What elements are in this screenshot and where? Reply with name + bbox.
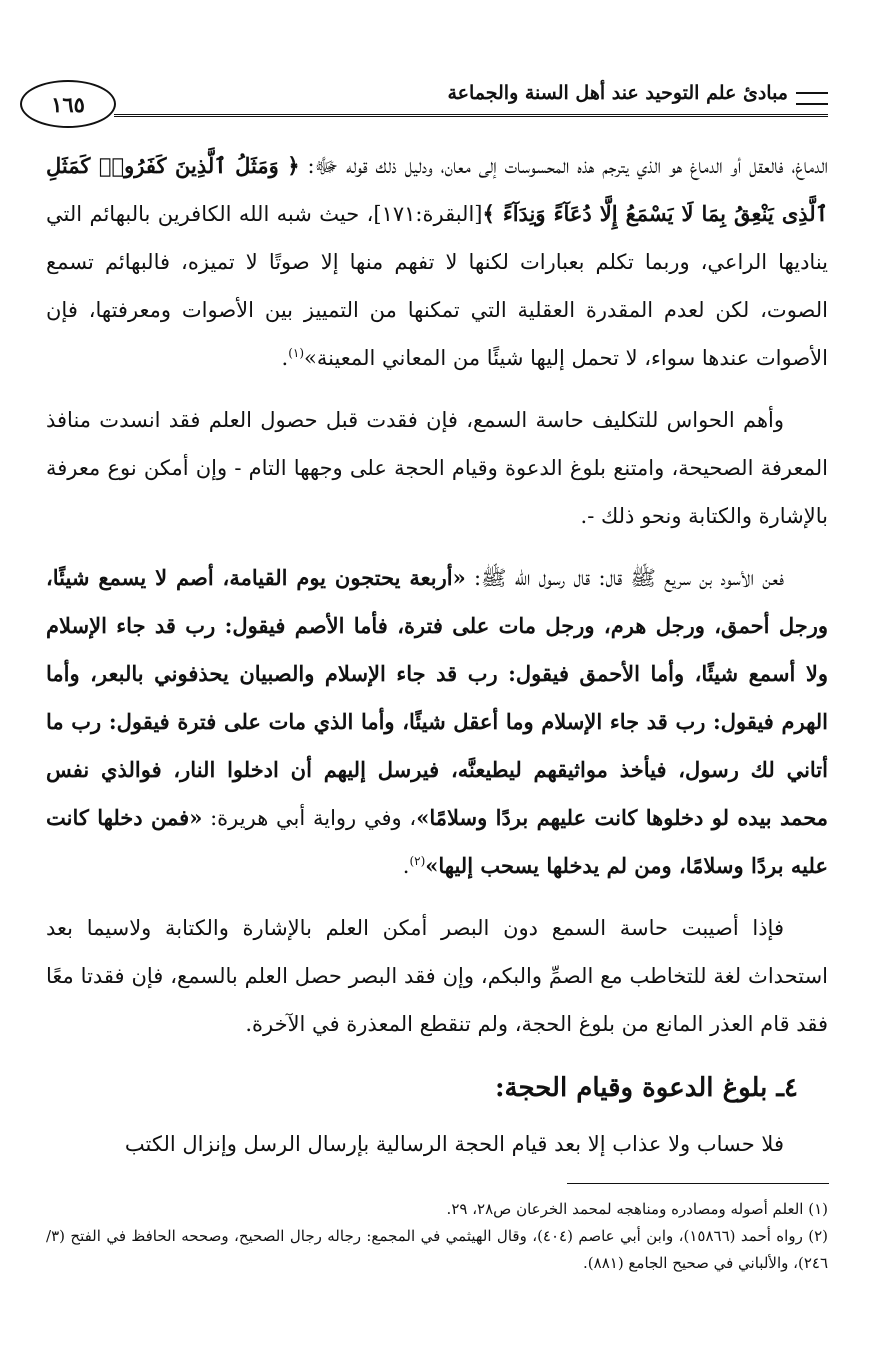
section-heading-text: ٤ـ بلوغ الدعوة وقيام الحجة: xyxy=(494,1073,798,1103)
hadith-text: «أربعة يحتجون يوم القيامة، أصم لا يسمع شيئًا، ورجل أحمق، ورجل هرم، ورجل مات على فترة، فأما الأصم فيقول: رب قد جاء الإسلام ولا أسمع شيئًا، وأما الأحمق فيقول: رب قد جاء الإسلام والصبيان يحذفوني بالبعر، وأما الهرم فيقول: رب قد جاء الإسلام وما أعقل شيئًا، وأما الذي مات على فترة فيقول: رب ما أتاني لك رسول، فيأخذ مواثيقهم ليطيعنَّه، فيرسل إليهم أن ادخلوا النار، فوالذي نفس محمد بيده لو دخلوها كانت عليهم بردًا وسلامًا» xyxy=(46,565,829,830)
footnote-ref-1[interactable]: (١) xyxy=(288,346,305,360)
footnote-2: (٢) رواه أحمد (١٥٨٦٦)، وابن أبي عاصم (٤٠٤)، وقال الهيثمي في المجمع: رجاله رجال الصحيح، وصححه الحافظ في الفتح (٣/ ٢٤٦)، والألباني في صحيح الجامع (٨٨١). xyxy=(46,1227,828,1272)
section-heading xyxy=(46,1062,828,1114)
header-ornament xyxy=(796,92,828,105)
footnote-ref-2[interactable]: (٢) xyxy=(409,854,426,868)
paragraph-5 xyxy=(46,1120,828,1168)
page-number: ١٦٥ xyxy=(20,80,116,128)
paragraph-4 xyxy=(46,904,828,1048)
paragraph-2 xyxy=(46,396,828,540)
paragraph-3-end: . xyxy=(402,854,410,878)
page-header xyxy=(20,78,828,134)
quran-verse: ﴿ وَمَثَلُ ٱلَّذِينَ كَفَرُوا۟ كَمَثَلِ ٱلَّذِى يَنْعِقُ بِمَا لَا يَسْمَعُ إِلَّا دُعَآءً وَنِدَآءً ﴾ xyxy=(46,153,828,226)
paragraph-3 xyxy=(46,554,828,890)
header-rule xyxy=(114,114,828,117)
footnote-1: (١) العلم أصوله ومصادره ومناهجه لمحمد الخرعان ص٢٨، ٢٩. xyxy=(446,1200,828,1218)
footnotes xyxy=(46,1196,828,1277)
footnote-divider xyxy=(567,1183,829,1184)
paragraph-2-text: وأهم الحواس للتكليف حاسة السمع، فإن فقدت قبل حصول العلم فقد انسدت منافذ المعرفة الصحيحة، وامتنع بلوغ الدعوة وقيام الحجة على وجهها التام - وإن أمكن نوع معرفة بالإشارة والكتابة ونحو ذلك -. xyxy=(46,408,828,528)
running-title: مبادئ علم التوحيد عند أهل السنة والجماعة xyxy=(447,82,788,104)
paragraph-5-text: فلا حساب ولا عذاب إلا بعد قيام الحجة الرسالية بإرسال الرسل وإنزال الكتب xyxy=(124,1132,784,1156)
paragraph-1: الدماغ، فالعقل أو الدماغ هو الذي يترجم هذه المحسوسات إلى معان، ودليل ذلك قوله ﷻ: ﴿ وَمَثَلُ ٱلَّذِينَ كَفَرُوا۟ كَمَثَلِ ٱلَّذِى يَنْعِقُ بِمَا لَا يَسْمَعُ إِلَّا دُعَآءً وَنِدَآءً ﴾[البقرة:١٧١]، حيث شبه الله الكافرين بالبهائم التي يناديها الراعي، وربما تكلم بعبارات لكنها لا تفهم منها إلا صوتًا لا تميزه، فالبهائم تسمع الصوت، لكن لعدم المقدرة العقلية التي تمكنها من التمييز بين الأصوات ومعرفتها، فإن الأصوات عندها سواء، لا تحمل إليها شيئًا من المعاني المعينة»$^{(١)}$. xyxy=(46,153,828,370)
paragraph-1-text-continued: [البقرة:١٧١]، حيث شبه الله الكافرين بالبهائم التي يناديها الراعي، وربما تكلم بعبارات لكنها لا تفهم منها إلا صوتًا لا تميزه، فالبهائم تسمع الصوت، لكن لعدم المقدرة العقلية التي تمكنها من التمييز بين الأصوات ومعرفتها، فإن الأصوات عندها سواء، لا تحمل إليها شيئًا من المعاني المعينة» xyxy=(46,202,828,370)
paragraph-3-text-continued: ، وفي رواية أبي هريرة: xyxy=(202,806,417,830)
paragraph-1-text: الدماغ، فالعقل أو الدماغ هو الذي يترجم هذه المحسوسات إلى معان، ودليل ذلك قوله ﷻ: xyxy=(299,154,828,178)
paragraph-4-text: فإذا أصيبت حاسة السمع دون البصر أمكن العلم بالإشارة والكتابة ولاسيما بعد استحداث لغة للتخاطب مع الصمِّ والبكم، وإن فقد البصر حصل العلم بالسمع، فإن فقدتا معًا فقد قام العذر المانع من بلوغ الحجة، ولم تنقطع المعذرة في الآخرة. xyxy=(46,916,828,1036)
paragraph-3-text: فعن الأسود بن سريع ﷺ قال: قال رسول الله ﷺ: xyxy=(465,566,785,590)
hadith-text-2: «فمن دخلها كانت عليه بردًا وسلامًا، ومن لم يدخلها يسحب إليها» xyxy=(46,805,828,878)
page-body xyxy=(46,142,828,1182)
